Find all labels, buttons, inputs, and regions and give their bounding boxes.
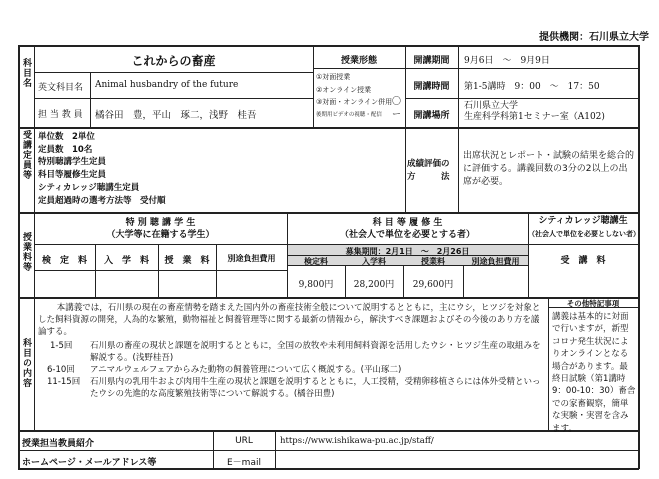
subject-col-extra: 別途負担費用 [471, 257, 520, 266]
instructor-label: 担 当 教 員 [38, 110, 83, 120]
subject-val-admission: 28,200円 [353, 280, 395, 290]
provider-label: 提供機関：石川県立大学 [539, 32, 649, 43]
fees-label-vertical: 授業料等 [21, 232, 31, 272]
format-mark-hybrid: 〇 [392, 97, 402, 107]
instructor-names: 橘谷田 豊，平山 琢二，浅野 桂吾 [95, 110, 257, 121]
english-title-label: 英文科目名 [38, 83, 84, 93]
capacity-line-subject: 科目等履修生定員 [38, 170, 107, 181]
time-label: 開講時間 [413, 82, 450, 92]
eval-label-line1: 成績評価の [407, 159, 450, 169]
content-item-text: アニマルウェルフェアからみた動物の飼養管理について広く概説する。(平山琢二) [90, 365, 402, 375]
period-value: 9月6日 ～ 9月9日 [464, 56, 550, 66]
format-option-online: ②オンライン授業 [316, 85, 372, 94]
subject-student-title: 科 目 等 履 修 生 [372, 218, 443, 228]
special-student-title: 特 別 聴 講 学 生 [125, 218, 196, 228]
special-col-admission: 入 学 料 [103, 256, 149, 266]
place-value-line1: 石川県立大学 [464, 101, 519, 111]
city-col-fee: 受 講 料 [560, 256, 606, 266]
course-title: これからの畜産 [131, 54, 216, 68]
format-mark-video: ー [392, 110, 402, 120]
homepage-email-label: ホームページ・メールアドレス等 [22, 458, 157, 468]
content-item-num: 1-5回 [50, 341, 73, 351]
capacity-line-selection: 定員超過時の選考方法等 受付順 [38, 195, 166, 206]
eval-label [407, 158, 450, 184]
content-body [38, 302, 544, 400]
other-notes-text: 講義は基本的に対面で行いますが，新型コロナ発生状況によりオンラインとなる場合があります。最終日試験（第1講時 9：00-10：30）畜舎での家畜観察，簡単な実験・実習を含みます。 [552, 312, 636, 434]
content-item-num: 6-10回 [47, 365, 75, 375]
subject-col-exam: 検定料 [304, 257, 328, 266]
content-item [38, 364, 544, 376]
other-notes-title: その他特記事項 [566, 299, 620, 308]
format-option-video: 後期用ビデオの視聴・配信 [316, 111, 382, 118]
content-intro: 本講義では，石川県の現在の畜産情勢を踏まえた国内外の畜産技術全般について説明するとともに，主にウシ，ヒツジを対象とした飼料資源の開発，人為的な繁殖，動物福祉と飼養管理等に関する最新の情報から，解決すべき課題およびその今後のあり方を議論する。 [38, 303, 541, 337]
content-item-text: 石川県の畜産の現状と課題を説明するとともに，全国の放牧や未利用飼料資源を活用したウシ・ヒツジ生産の取組みを解説する。(浅野桂吾) [90, 341, 541, 363]
subject-val-exam: 9,800円 [298, 280, 334, 290]
special-student-sub: （大学等に在籍する学生） [106, 230, 215, 240]
capacity-label-vertical: 受講定員等 [21, 130, 31, 180]
url-label: URL [235, 436, 253, 446]
place-value-line2: 生産科学科第1セミナー室（A102) [464, 112, 605, 122]
english-title: Animal husbandry of the future [95, 80, 239, 90]
subject-student-header [287, 217, 528, 241]
period-label: 開講期間 [413, 56, 450, 66]
place-value [464, 101, 605, 123]
format-options [316, 71, 392, 121]
time-value: 第1-5講時 9：00 ～ 17：50 [464, 82, 600, 92]
instructor-intro-label: 授業担当教員紹介 [22, 439, 95, 449]
subject-col-admission: 入学料 [362, 257, 386, 266]
course-label-vertical: 科目名 [21, 58, 31, 88]
city-student-title: シティカレッジ聴講生 [538, 216, 628, 226]
subject-val-tuition: 29,600円 [412, 280, 454, 290]
place-label: 開講場所 [413, 111, 450, 121]
email-label: E－mail [227, 458, 261, 468]
content-item [38, 376, 544, 400]
content-item-num: 11-15回 [47, 377, 81, 387]
eval-text: 出席状況とレポート・試験の結果を総合的に評価する。講義回数の3分の2以上の出席が必要。 [463, 151, 635, 187]
content-item-text: 石川県内の乳用牛および肉用牛生産の現状と課題を説明するとともに，人工授精，受精卵移植さらには体外受精といったウシの先進的な高度繁殖技術等について解説する。(橘谷田豊) [90, 377, 541, 399]
capacity-line-special: 特別聴講学生定員 [38, 157, 107, 168]
city-student-header [528, 215, 638, 241]
recruit-period: 募集期間：2月1日 ～ 2月26日 [345, 247, 470, 256]
city-student-sub: （社会人で単位を必要としない者） [528, 230, 640, 238]
content-item [38, 340, 544, 364]
subject-col-tuition: 授業料 [421, 257, 445, 266]
format-option-face: ①対面授業 [316, 73, 351, 81]
content-label-vertical: 科目の内容 [21, 338, 31, 388]
capacity-line-city: シティカレッジ聴講生定員 [38, 182, 140, 193]
special-student-header [34, 217, 287, 241]
url-link[interactable]: https://www.ishikawa-pu.ac.jp/staff/ [280, 436, 434, 446]
special-col-extra: 別途負担費用 [227, 254, 276, 263]
capacity-lines [38, 131, 166, 207]
subject-student-sub: （社会人で単位を必要とする者） [339, 230, 475, 240]
format-option-hybrid: ③対面・オンライン併用 [316, 98, 393, 106]
capacity-line-capacity: 定員数 10名 [38, 144, 93, 155]
capacity-line-credits: 単位数 2単位 [38, 132, 95, 142]
eval-label-line2: 方 法 [407, 172, 450, 182]
special-col-tuition: 授 業 料 [164, 256, 210, 266]
special-col-exam: 検 定 料 [41, 256, 87, 266]
format-label: 授業形態 [340, 56, 377, 66]
